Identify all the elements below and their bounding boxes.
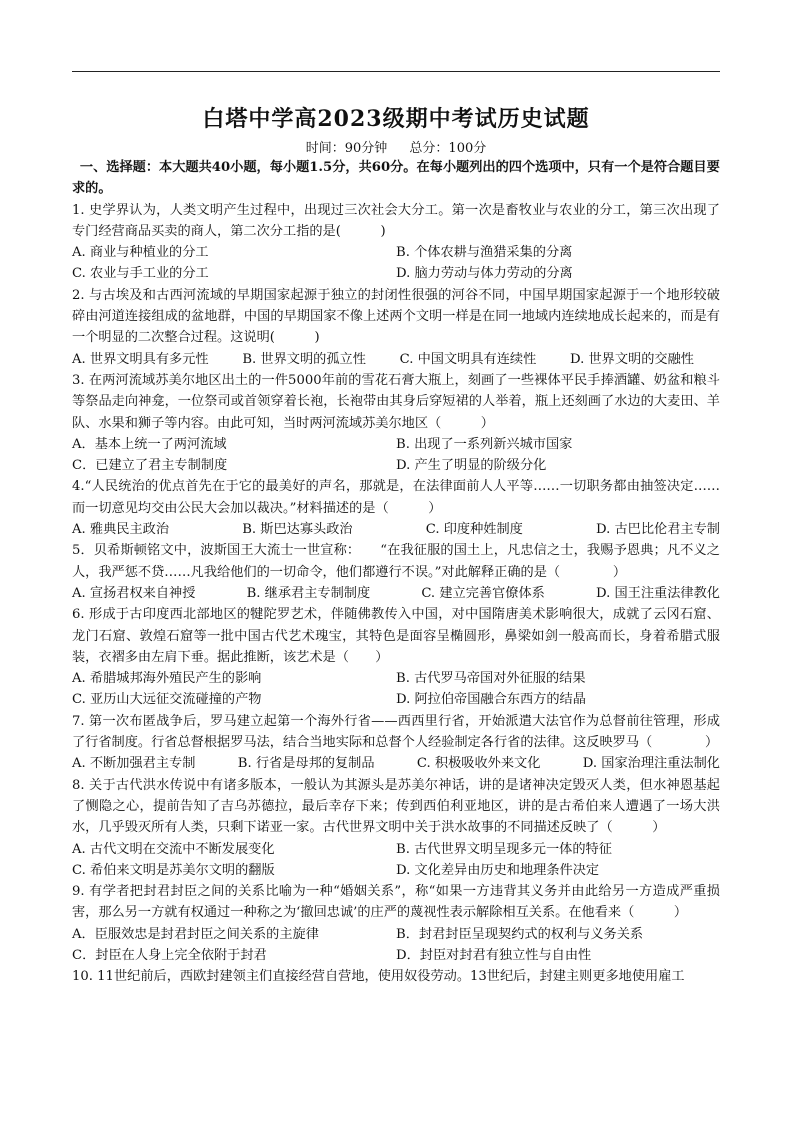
- question-stem: 7. 第一次布匿战争后，罗马建立起第一个海外行省——西西里行省，开始派遣大法官作为总督前往管理，形成了行省制度。行省总督根据罗马法，结合当地实际和总督个人经验制定各行省的法律。这反映罗马（ ）: [72, 713, 720, 751]
- question-stem: 6. 形成于古印度西北部地区的犍陀罗艺术，伴随佛教传入中国，对中国隋唐美术影响很大，成就了云冈石窟、龙门石窟、敦煌石窟等一批中国古代艺术瑰宝，其特色是面容呈椭圆形，鼻梁如剑一般高而长，身着希腊式服装，衣褶多由左肩下垂。据此推断，该艺术是（ ）: [72, 607, 720, 665]
- option-d[interactable]: D. 阿拉伯帝国融合东西方的结晶: [396, 692, 586, 708]
- option-d[interactable]: D．封臣对封君有独立性与自由性: [396, 947, 592, 963]
- option-b[interactable]: B. 继承君主专制制度: [246, 585, 371, 601]
- option-b[interactable]: B. 行省是母邦的复制品: [237, 756, 375, 772]
- question-list: [72, 157, 720, 988]
- option-c[interactable]: C. 建立完善官僚体系: [421, 585, 545, 601]
- option-b[interactable]: B. 世界文明的孤立性: [242, 351, 366, 367]
- option-b[interactable]: B. 个体农耕与渔猎采集的分离: [396, 245, 573, 261]
- option-c[interactable]: C. 农业与手工业的分工: [72, 266, 209, 282]
- option-b[interactable]: B. 斯巴达寡头政治: [242, 522, 353, 538]
- option-d[interactable]: D. 脑力劳动与体力劳动的分离: [396, 266, 573, 282]
- question-stem: 8. 关于古代洪水传说中有诸多版本，一般认为其源头是苏美尔神话，讲的是诸神决定毁灭人类，但水神恩基起了恻隐之心，提前告知了吉乌苏德拉，最后幸存下来；传到西伯利亚地区，讲的是古希伯来人遭遇了一场大洪水，几乎毁灭所有人类，只剩下诺亚一家。古代世界文明中关于洪水故事的不同描述反映了（ ）: [72, 777, 720, 836]
- option-a[interactable]: A. 世界文明具有多元性: [72, 351, 209, 367]
- question-stem: 10. 11世纪前后，西欧封建领主们直接经营自营地，使用奴役劳动。13世纪后，封建主则更多地使用雇工: [72, 969, 685, 985]
- option-d[interactable]: D. 世界文明的交融性: [570, 351, 694, 367]
- question-stem: 5．贝希斯顿铭文中，波斯国王大流士一世宣称： “在我征服的国土上，凡忠信之士，我赐予恩典；凡不义之人，我严惩不贷……凡我给他们的一切命令，他们都遵行不误。”对此解释正确的是（ ）: [72, 543, 720, 580]
- exam-score: 总分：100分: [409, 141, 487, 156]
- option-group: [72, 583, 720, 604]
- option-a[interactable]: A. 雅典民主政治: [72, 522, 170, 538]
- option-c[interactable]: C．封臣在人身上完全依附于封君: [72, 947, 267, 963]
- option-c[interactable]: C. 亚历山大远征交流碰撞的产物: [72, 692, 262, 708]
- option-c[interactable]: C. 积极吸收外来文化: [416, 756, 541, 772]
- section-heading: 一、选择题：本大题共40小题，每小题1.5分，共60分。在每小题列出的四个选项中，只有一个是符合题目要求的。: [72, 160, 720, 197]
- option-b[interactable]: B．封君封臣呈现契约式的权利与义务关系: [396, 926, 644, 942]
- option-group: [72, 519, 720, 540]
- option-c[interactable]: C. 印度种姓制度: [425, 522, 523, 538]
- option-c[interactable]: C．已建立了君主专制制度: [72, 458, 228, 474]
- exam-meta: [0, 137, 792, 156]
- option-group: [72, 924, 720, 967]
- option-d[interactable]: D. 国王注重法律教化: [595, 585, 720, 601]
- option-a[interactable]: A. 古代文明在交流中不断发展变化: [72, 841, 275, 857]
- option-group: [72, 668, 720, 711]
- option-group: [72, 753, 720, 774]
- option-c[interactable]: C. 中国文明具有连续性: [399, 351, 537, 367]
- question-stem: 4.“人民统治的优点首先在于它的最美好的声名，那就是，在法律面前人人平等……一切职务都由抽签决定……而一切意见均交由公民大会加以裁决。”材料描述的是（ ）: [72, 479, 720, 516]
- option-group: [72, 839, 720, 882]
- question-stem: 3. 在两河流域苏美尔地区出土的一件5000年前的雪花石膏大瓶上，刻画了一些裸体平民手捧酒罐、奶盆和粮斗等祭品走向神龛，一位祭司或首领穿着长袍，长袍带由其身后穿短裙的人举着，瓶上还刻画了水边的大麦田、羊队、水果和狮子等内容。由此可知，当时两河流域苏美尔地区（ ）: [72, 372, 720, 431]
- option-d[interactable]: D. 产生了明显的阶级分化: [396, 458, 547, 474]
- header-rule: [72, 71, 720, 72]
- question-stem: 1. 史学界认为，人类文明产生过程中，出现过三次社会大分工。第一次是畜牧业与农业的分工，第三次出现了专门经营商品买卖的商人，第二次分工指的是( ): [72, 202, 720, 239]
- question-stem: 2. 与古埃及和古西河流域的早期国家起源于独立的封闭性很强的河谷不同，中国早期国家起源于一个地形较破碎由河道连接组成的盆地群，中国的早期国家不像上述两个文明一样是在同一地域内连续地成长起来的，而是有一个明显的二次整合过程。这说明( ): [72, 287, 720, 346]
- exam-time: 时间：90分钟: [305, 141, 388, 156]
- option-a[interactable]: A．臣服效忠是封君封臣之间关系的主旋律: [72, 926, 319, 942]
- option-d[interactable]: D. 国家治理注重法制化: [582, 756, 720, 772]
- option-a[interactable]: A. 商业与种植业的分工: [72, 245, 209, 261]
- question-stem: 9. 有学者把封君封臣之间的关系比喻为一种“婚姻关系”，称“如果一方违背其义务并由此给另一方造成严重损害，那么另一方就有权通过一种称之为‘撤回忠诚’的庄严的蔑视性表示解除相互关系。在他看来（ ）: [72, 884, 720, 921]
- option-b[interactable]: B. 古代世界文明呈现多元一体的特征: [396, 841, 612, 857]
- option-d[interactable]: D. 古巴比伦君主专制: [596, 522, 720, 538]
- option-group: [72, 349, 720, 370]
- exam-title: 白塔中学高2023级期中考试历史试题: [202, 106, 590, 132]
- option-d[interactable]: D. 文化差异由历史和地理条件决定: [396, 862, 600, 878]
- option-b[interactable]: B. 古代罗马帝国对外征服的结果: [396, 671, 586, 687]
- option-group: [72, 434, 720, 477]
- option-a[interactable]: A. 希腊城邦海外殖民产生的影响: [72, 671, 262, 687]
- option-group: [72, 242, 720, 285]
- option-a[interactable]: A. 不断加强君主专制: [72, 756, 196, 772]
- option-a[interactable]: A. 宣扬君权来自神授: [72, 585, 196, 601]
- option-b[interactable]: B. 出现了一系列新兴城市国家: [396, 436, 573, 452]
- option-c[interactable]: C. 希伯来文明是苏美尔文明的翻版: [72, 862, 275, 878]
- option-a[interactable]: A．基本上统一了两河流域: [72, 436, 227, 452]
